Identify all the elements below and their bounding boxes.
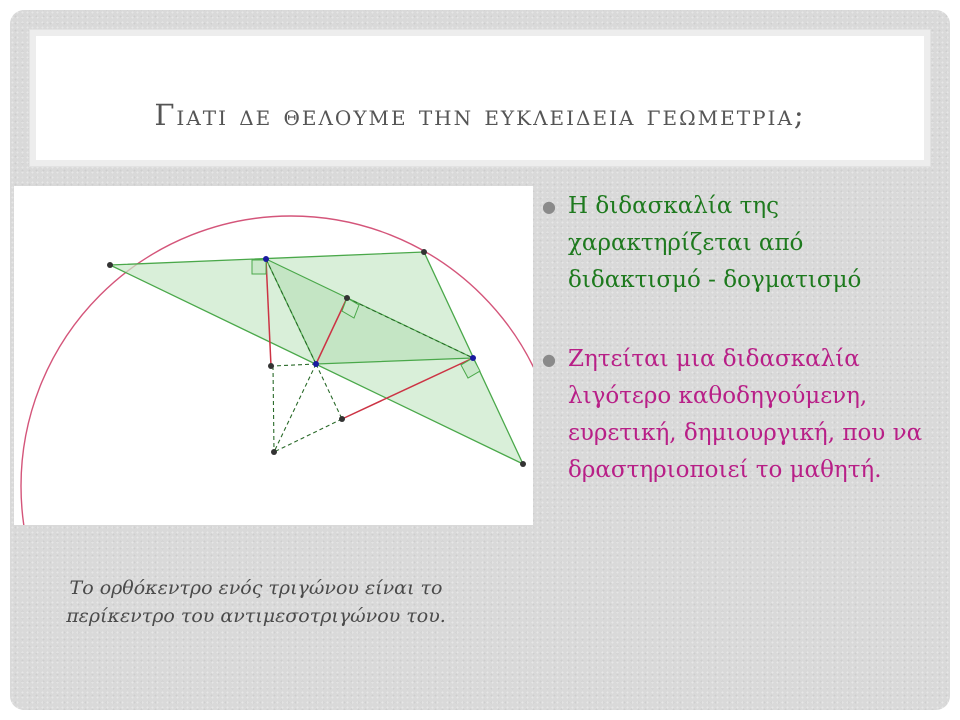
bullet-text: Η διδασκαλία της χαρακτηρίζεται από διδακτισμό - δογματισμό <box>568 193 862 293</box>
geometry-diagram <box>14 186 533 525</box>
bullet-dot-icon: ● <box>542 197 556 216</box>
bullet-dot-icon: ● <box>542 350 556 369</box>
bullet-text: Ζητείται μια διδασκαλία λιγότερο καθοδηγούμενη, ευρετική, δημιουργική, που να δραστηριοποιεί το μαθητή. <box>568 346 923 483</box>
title-box <box>30 30 930 166</box>
geometry-figure <box>14 186 533 525</box>
bullet-item <box>542 341 942 489</box>
slide-title: Γιατι δε θελουμε την ευκλειδεια γεωμετρια; <box>154 98 806 132</box>
bullet-list <box>542 186 942 489</box>
bullet-item <box>542 188 942 299</box>
figure-caption: Το ορθόκεντρο ενός τριγώνου είναι το περίκεντρο του αντιμεσοτριγώνου του. <box>66 577 446 627</box>
